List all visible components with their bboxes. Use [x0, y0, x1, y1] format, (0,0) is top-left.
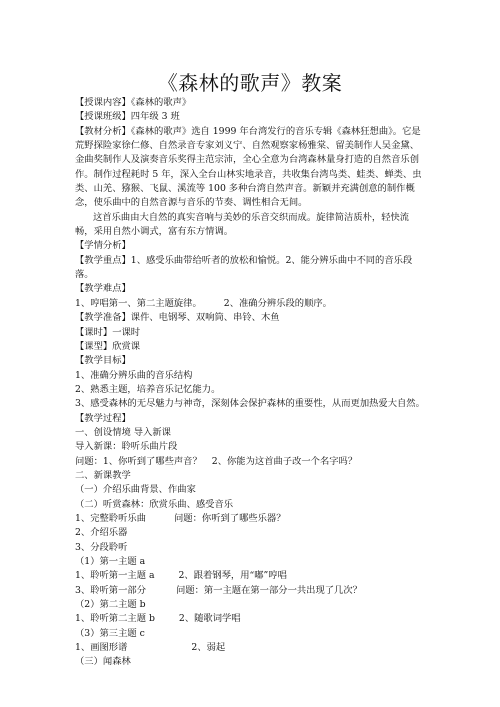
analysis-paragraph: 【教材分析】《森林的歌声》选自 1999 年台湾发行的音乐专辑《森林狂想曲》。它是荒野探险家徐仁修、自然录音专家刘义宁、自然观察家杨雅棠、留美制作人吴金黛、金曲奖制作人及演奏音乐奖得主范宗沛，全心全意为台湾森林量身打造的自然音乐创作。制作过程耗时 5 年，深入全台山林实地录音，共收集台湾鸟类、蛙类、蝉类、虫类、山羌、猕猴、飞鼠、溪流等 100 多种台湾自然声音。新颖并充满创意的制作概念，使乐曲中的自然音源与音乐的节奏、调性相合无间。	[75, 125, 422, 209]
page-title: 《森林的歌声》教案	[157, 71, 343, 95]
process-line: （一）介绍乐曲背景、作曲家	[75, 484, 196, 496]
step-text: 1、完整聆听乐曲	[75, 512, 146, 524]
process-line	[75, 512, 425, 526]
goals-heading: 【教学目标】	[75, 355, 131, 367]
process-heading: 【教学过程】	[75, 412, 131, 424]
preparation-line: 【教学准备】课件、电钢琴、双响筒、串铃、木鱼	[75, 312, 280, 324]
difficulty-heading: 【教学难点】	[75, 283, 131, 295]
step-text: 3、聆听第一部分	[75, 584, 146, 596]
step-text: 1、聆听第一主题 a	[75, 570, 155, 582]
process-line: （3）第三主题 c	[75, 627, 145, 639]
step-text: 2、随歌词学唱	[178, 613, 241, 625]
goal-item-2: 2、熟悉主题，培养音乐记忆能力。	[75, 383, 221, 395]
process-line: 二、新课教学	[75, 469, 131, 481]
process-line: 一、创设情境 导入新课	[75, 426, 171, 438]
step-question: 问题：你听到了哪些乐器？	[174, 512, 286, 524]
process-line: （三）闻森林	[75, 656, 131, 668]
question-2: 2、你能为这首曲子改一个名字吗？	[211, 455, 358, 467]
process-line: （1）第一主题 a	[75, 556, 146, 567]
step-text: 1、画图形谱	[75, 642, 128, 654]
goal-item-3: 3、感受森林的无尽魅力与神奇，深刻体会保护森林的重要性，从而更加热爱大自然。	[75, 398, 425, 410]
process-line: （二）听赏森林：欣赏乐曲、感受音乐	[75, 498, 234, 510]
difficulty-line	[75, 297, 425, 311]
process-line	[75, 612, 425, 626]
process-line: 导入新课：聆听乐曲片段	[75, 441, 178, 453]
difficulty-item-2: 2、准确分辨乐段的顺序。	[223, 297, 332, 309]
analysis-paragraph-2: 这首乐曲由大自然的真实音响与美妙的乐音交织而成。旋律简洁质朴，轻快流畅，采用自然小调式，富有东方情调。	[75, 211, 410, 238]
process-line	[75, 569, 425, 583]
key-points-paragraph: 【教学重点】1、感受乐曲带给听者的放松和愉悦。2、能分辨乐曲中不同的音乐段落。	[75, 254, 413, 281]
process-line	[75, 584, 425, 598]
process-line	[75, 455, 425, 469]
content-line: 【授课内容】《森林的歌声》	[75, 97, 192, 108]
process-line: （2）第二主题 b	[75, 599, 146, 611]
process-line: 3、分段聆听	[75, 541, 128, 553]
step-text: 2、跟着钢琴，用“嘟”哼唱	[178, 570, 287, 582]
class-line: 【授课班级】四年级 3 班	[75, 111, 180, 123]
student-analysis-heading: 【学情分析】	[75, 240, 131, 252]
question-1: 问题：1、你听到了哪些声音？	[75, 455, 202, 467]
step-question: 问题：第一主题在第一部分一共出现了几次？	[176, 584, 362, 596]
hours-line: 【课时】一课时	[75, 326, 141, 338]
step-text: 1、聆听第二主题 b	[75, 613, 155, 625]
process-line: 2、介绍乐器	[75, 527, 128, 539]
lesson-plan-body	[75, 96, 425, 670]
goal-item-1: 1、准确分辨乐曲的音乐结构	[75, 369, 193, 381]
process-line	[75, 641, 425, 655]
step-text: 2、弱起	[191, 642, 226, 654]
difficulty-item-1: 1、哼唱第一、第二主题旋律。	[75, 297, 202, 309]
lesson-type-line: 【课型】欣赏课	[75, 340, 141, 352]
